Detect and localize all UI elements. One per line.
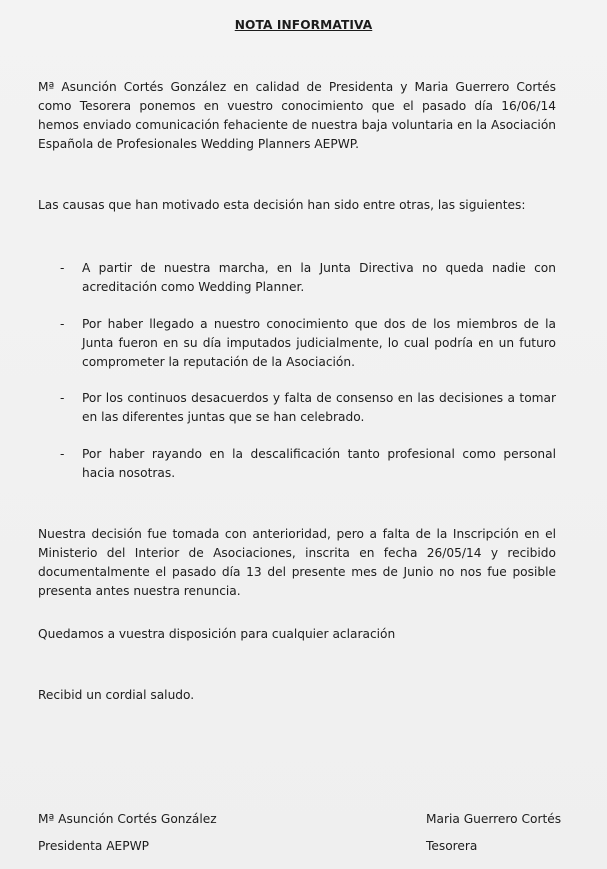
signature-role: Presidenta AEPWP [38, 839, 149, 853]
causes-intro: Las causas que han motivado esta decisión han sido entre otras, las siguientes: [38, 198, 526, 212]
cause-text: Por haber rayando en la descalificación tanto profesional como personal hacia nosotras. [82, 447, 556, 480]
decision-paragraph: Nuestra decisión fue tomada con anterioridad, pero a falta de la Inscripción en el Ministerio del Interior de Asociaciones, inscrita en fecha 26/05/14 y recibido documentalmente el pasado día 13 del presente mes de Junio no nos fue posible presenta antes nuestra renuncia. [38, 527, 556, 598]
document-title: NOTA INFORMATIVA [234, 18, 373, 32]
signature-name: Maria Guerrero Cortés [426, 812, 562, 826]
signature-treasurer [426, 806, 561, 860]
closing-line: Recibid un cordial saludo. [38, 688, 195, 702]
bullet-dash: - [60, 447, 65, 461]
cause-text: Por los continuos desacuerdos y falta de consenso en las decisiones a tomar en las diferentes juntas que se han celebrado. [82, 391, 556, 424]
bullet-dash: - [60, 391, 65, 405]
signature-name: Mª Asunción Cortés González [38, 812, 217, 826]
bullet-dash: - [60, 261, 65, 275]
intro-paragraph: Mª Asunción Cortés González en calidad de Presidenta y Maria Guerrero Cortés como Tesorera ponemos en vuestro conocimiento que el pasado día 16/06/14 hemos enviado comunicación fehaciente de nuestra baja voluntaria en la Asociación Española de Profesionales Wedding Planners AEPWP. [38, 80, 556, 151]
signature-role: Tesorera [426, 839, 478, 853]
bullet-dash: - [60, 317, 65, 331]
signature-president [38, 806, 217, 860]
availability-line: Quedamos a vuestra disposición para cualquier aclaración [38, 627, 396, 641]
cause-text: A partir de nuestra marcha, en la Junta Directiva no queda nadie con acreditación como Wedding Planner. [82, 261, 556, 294]
cause-text: Por haber llegado a nuestro conocimiento que dos de los miembros de la Junta fueron en su día imputados judicialmente, lo cual podría en un futuro comprometer la reputación de la Asociación. [82, 317, 556, 369]
